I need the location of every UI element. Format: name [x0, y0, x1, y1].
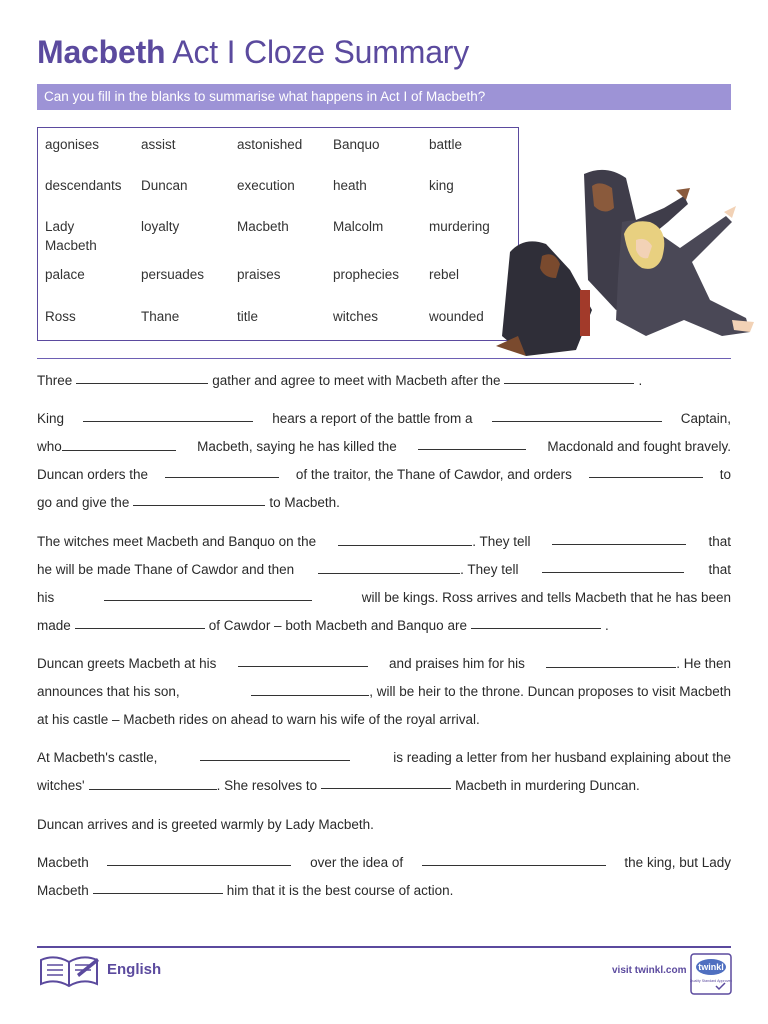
- title-bold: Macbeth: [37, 34, 166, 70]
- fill-blank[interactable]: [165, 461, 279, 478]
- passage-text: Captain,: [680, 411, 731, 426]
- passage-text: his: [37, 590, 55, 605]
- passage-text: will be kings. Ross arrives and tells Macbeth that he has been: [361, 590, 731, 605]
- passage-text: the king, but Lady: [624, 855, 731, 870]
- fill-blank[interactable]: [251, 679, 369, 696]
- passage-text: . She resolves to: [216, 778, 318, 793]
- fill-blank[interactable]: [552, 528, 686, 545]
- footer-divider: [37, 946, 731, 948]
- passage-text: Duncan greets Macbeth at his: [37, 656, 217, 671]
- word-bank-word: agonises: [45, 137, 100, 152]
- word-bank-word: title: [237, 309, 259, 324]
- passage-text: announces that his son,: [37, 684, 180, 699]
- badge-subtext: Quality Standard Approved: [690, 979, 732, 983]
- fill-blank[interactable]: [589, 461, 703, 478]
- witches-illustration: [496, 160, 758, 360]
- passage-text: Macbeth, saying he has killed the: [197, 439, 397, 454]
- passage-text: witches': [37, 778, 85, 793]
- page-title: [37, 34, 469, 71]
- fill-blank[interactable]: [93, 877, 223, 894]
- fill-blank[interactable]: [200, 744, 350, 761]
- word-bank-word: murdering: [429, 219, 490, 234]
- fill-blank[interactable]: [107, 849, 291, 866]
- passage-text: , will be heir to the throne. Duncan proposes to visit Macbeth: [369, 684, 731, 699]
- passage-text: At Macbeth's castle,: [37, 750, 158, 765]
- word-bank: [37, 127, 519, 341]
- summary-paragraph: [37, 405, 731, 517]
- passage-text: .: [604, 618, 609, 633]
- fill-blank[interactable]: [318, 557, 460, 574]
- passage-text: go and give the: [37, 495, 130, 510]
- fill-blank[interactable]: [104, 584, 312, 601]
- word-bank-word: descendants: [45, 178, 122, 193]
- word-bank-word: wounded: [429, 309, 484, 324]
- website-link[interactable]: visit twinkl.com: [612, 965, 687, 976]
- divider: [37, 358, 731, 359]
- passage-text: of Cawdor – both Macbeth and Banquo are: [208, 618, 467, 633]
- word-bank-word: loyalty: [141, 219, 180, 234]
- fill-blank[interactable]: [492, 405, 662, 422]
- fill-blank[interactable]: [76, 367, 208, 384]
- word-bank-word: astonished: [237, 137, 303, 152]
- passage-text: that: [708, 534, 731, 549]
- fill-blank[interactable]: [418, 433, 526, 450]
- word-bank-word: persuades: [141, 267, 205, 282]
- word-bank-word: prophecies: [333, 267, 400, 282]
- fill-blank[interactable]: [83, 405, 253, 422]
- word-bank-word: assist: [141, 137, 176, 152]
- book-icon: [37, 952, 101, 990]
- word-bank-word: Duncan: [141, 178, 188, 193]
- passage-text: to Macbeth.: [269, 495, 340, 510]
- passage-text: and praises him for his: [389, 656, 525, 671]
- word-bank-word: rebel: [429, 267, 460, 282]
- passage-text: . They tell: [460, 562, 519, 577]
- word-bank-word: Ross: [45, 309, 76, 324]
- summary-paragraph: [37, 528, 731, 640]
- passage-text: Duncan arrives and is greeted warmly by Lady Macbeth.: [37, 817, 374, 832]
- passage-text: Macdonald and fought bravely.: [547, 439, 731, 454]
- summary-paragraph: [37, 367, 731, 395]
- word-bank-word: witches: [333, 309, 379, 324]
- word-bank-word: Lady Macbeth: [45, 219, 97, 253]
- fill-blank[interactable]: [542, 556, 684, 573]
- fill-blank[interactable]: [546, 651, 676, 668]
- fill-blank[interactable]: [238, 650, 368, 667]
- passage-text: to: [719, 467, 731, 482]
- fill-blank[interactable]: [504, 367, 634, 384]
- fill-blank[interactable]: [133, 489, 265, 506]
- passage-text: Macbeth: [37, 855, 89, 870]
- word-bank-word: Banquo: [333, 137, 380, 152]
- summary-paragraph: [37, 744, 731, 800]
- passage-text: who: [37, 439, 62, 454]
- fill-blank[interactable]: [321, 772, 451, 789]
- word-bank-word: execution: [237, 178, 295, 193]
- summary-paragraph: [37, 811, 731, 839]
- passage-text: made: [37, 618, 71, 633]
- passage-text: hears a report of the battle from a: [272, 411, 473, 426]
- passage-text: Macbeth: [37, 883, 89, 898]
- word-bank-word: battle: [429, 137, 463, 152]
- fill-blank[interactable]: [62, 434, 176, 451]
- fill-blank[interactable]: [471, 612, 601, 629]
- passage-text: King: [37, 411, 65, 426]
- instruction-banner: Can you fill in the blanks to summarise what happens in Act I of Macbeth?: [37, 84, 731, 110]
- passage-text: at his castle – Macbeth rides on ahead to warn his wife of the royal arrival.: [37, 712, 480, 727]
- subject-label: English: [107, 961, 162, 978]
- passage-text: he will be made Thane of Cawdor and then: [37, 562, 295, 577]
- fill-blank[interactable]: [89, 773, 217, 790]
- passage-text: gather and agree to meet with Macbeth after the: [212, 373, 501, 388]
- passage-text: The witches meet Macbeth and Banquo on the: [37, 534, 317, 549]
- passage-text: over the idea of: [310, 855, 404, 870]
- passage-text: Macbeth in murdering Duncan.: [455, 778, 640, 793]
- word-bank-word: king: [429, 178, 454, 193]
- quality-badge-icon: [690, 953, 732, 995]
- word-bank-word: Thane: [141, 309, 180, 324]
- summary-paragraph: [37, 650, 731, 734]
- passage-text: is reading a letter from her husband explaining about the: [393, 750, 731, 765]
- passage-text: . They tell: [472, 534, 531, 549]
- passage-text: .: [638, 373, 643, 388]
- fill-blank[interactable]: [422, 849, 606, 866]
- word-bank-word: palace: [45, 267, 85, 282]
- passage-text: that: [708, 562, 731, 577]
- passage-text: Three: [37, 373, 73, 388]
- fill-blank[interactable]: [75, 612, 205, 629]
- badge-text: twinkl: [698, 962, 724, 972]
- summary-paragraph: [37, 849, 731, 905]
- word-bank-word: Malcolm: [333, 219, 384, 234]
- word-bank-word: Macbeth: [237, 219, 289, 234]
- title-rest: Act I Cloze Summary: [165, 34, 470, 70]
- fill-blank[interactable]: [338, 529, 472, 546]
- passage-text: him that it is the best course of action.: [226, 883, 454, 898]
- passage-text: Duncan orders the: [37, 467, 149, 482]
- word-bank-word: heath: [333, 178, 367, 193]
- passage-text: of the traitor, the Thane of Cawdor, and orders: [295, 467, 572, 482]
- passage-text: . He then: [676, 656, 731, 671]
- word-bank-word: praises: [237, 267, 281, 282]
